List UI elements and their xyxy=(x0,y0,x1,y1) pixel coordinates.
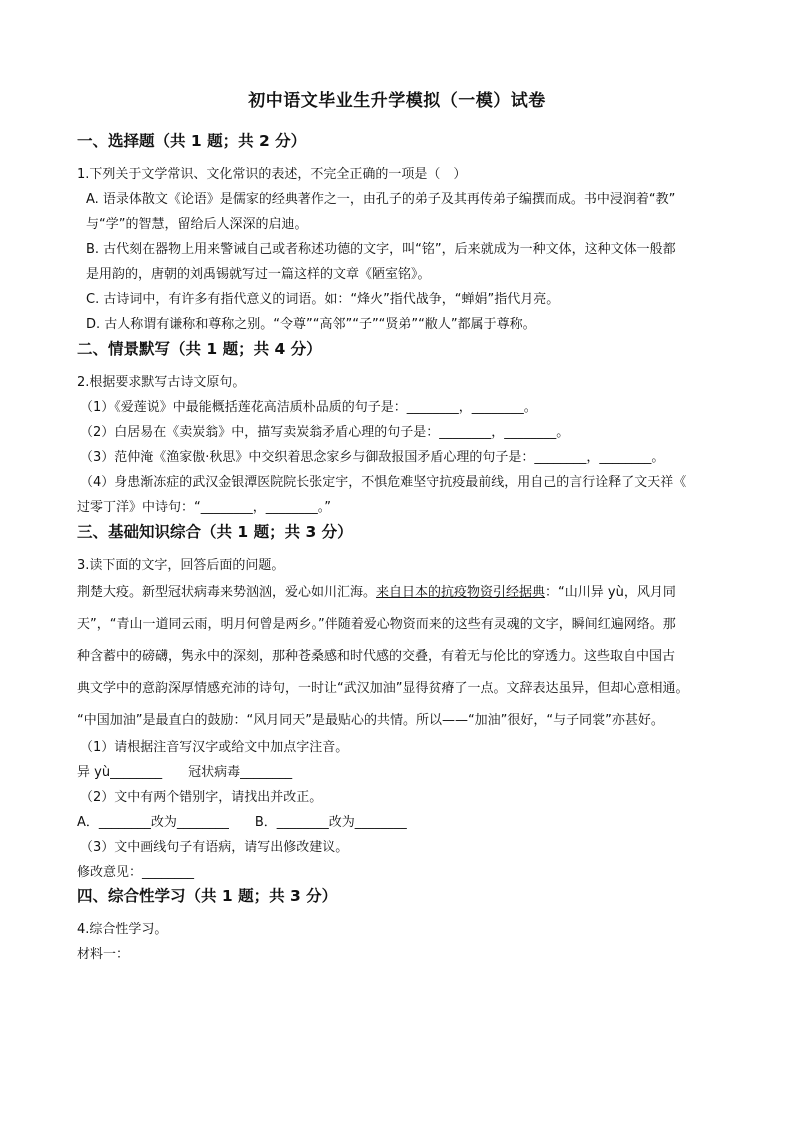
q3-passage-text: ：“山川异 yù，风月同 xyxy=(545,585,676,600)
q2-part-2: （2）白居易在《卖炭翁》中，描写卖炭翁矛盾心理的句子是：________，________。 xyxy=(80,425,570,440)
q3-sub-2-answer: A．________改为________ B．________改为________ xyxy=(77,815,407,830)
section-heading-basics: 三、基础知识综合（共 1 题；共 3 分） xyxy=(77,523,353,541)
q3-passage-text: 荆楚大疫。新型冠状病毒来势汹汹，爱心如川汇海。 xyxy=(77,585,377,600)
q3-sub-1: （1）请根据注音写汉字或给文中加点字注音。 xyxy=(80,740,349,755)
q3-underlined-sentence: 来自日本的抗疫物资引经据典 xyxy=(376,585,546,600)
q2-stem: 2.根据要求默写古诗文原句。 xyxy=(77,375,246,390)
section-heading-comprehensive: 四、综合性学习（共 1 题；共 3 分） xyxy=(77,887,338,905)
q2-part-4-cont: 过零丁洋》中诗句：“________，________。” xyxy=(77,500,331,515)
q1-stem: 1.下列关于文学常识、文化常识的表述，不完全正确的一项是（ ） xyxy=(77,167,467,182)
q1-option-a-cont: 与“学”的智慧，留给后人深深的启迪。 xyxy=(86,217,308,232)
section-heading-recitation: 二、情景默写（共 1 题；共 4 分） xyxy=(77,340,322,358)
q3-stem: 3.读下面的文字，回答后面的问题。 xyxy=(77,558,285,573)
q4-material-1: 材料一： xyxy=(77,947,130,962)
q3-sub-3-answer: 修改意见：________ xyxy=(77,865,195,880)
q1-option-c: C. 古诗词中，有许多有指代意义的词语。如：“烽火”指代战争，“蝉娟”指代月亮。 xyxy=(86,292,560,307)
q2-part-1: （1）《爱莲说》中最能概括莲花高洁质朴品质的句子是：________，________。 xyxy=(80,400,537,415)
q3-sub-2: （2）文中有两个错别字，请找出并改正。 xyxy=(80,790,323,805)
q3-sub-1-answer: 异 yù________ 冠状病毒________ xyxy=(77,765,293,780)
q3-passage-line-3: 种含蓄中的磅礴，隽永中的深刻，那种苍桑感和时代感的交叠，有着无与伦比的穿透力。这些取自中国古 xyxy=(77,649,676,664)
q2-part-3: （3）范仲淹《渔家傲·秋思》中交织着思念家乡与御敌报国矛盾心理的句子是：________，________。 xyxy=(80,450,665,465)
q3-passage-line-2: 天”，“青山一道同云雨，明月何曾是两乡。”伴随着爱心物资而来的这些有灵魂的文字，瞬间红遍网络。那 xyxy=(77,617,676,632)
q3-passage-line-5: “中国加油”是最直白的鼓励：“风月同天”是最贴心的共情。所以——“加油”很好，“与子同裳”亦甚好。 xyxy=(77,713,664,728)
page-title: 初中语文毕业生升学模拟（一模）试卷 xyxy=(248,91,546,111)
q1-option-d: D. 古人称谓有谦称和尊称之别。“令尊”“高邻”“子”“贤弟”“敝人”都属于尊称。 xyxy=(86,317,536,332)
section-heading-choice: 一、选择题（共 1 题；共 2 分） xyxy=(77,132,307,150)
q3-passage-line-1 xyxy=(77,581,676,600)
q3-sub-3: （3）文中画线句子有语病，请写出修改建议。 xyxy=(80,840,349,855)
q3-passage-line-4: 典文学中的意韵深厚情感充沛的诗句，一时让“武汉加油”显得贫瘠了一点。文辞表达虽异，但却心意相通。 xyxy=(77,681,689,696)
q2-part-4: （4）身患渐冻症的武汉金银潭医院院长张定宇，不惧危难坚守抗疫最前线，用自己的言行诠释了文天祥《 xyxy=(80,475,687,490)
q1-option-a: A. 语录体散文《论语》是儒家的经典著作之一，由孔子的弟子及其再传弟子编撰而成。书中浸润着“教” xyxy=(86,192,676,207)
q1-option-b: B. 古代刻在器物上用来警诫自己或者称述功德的文字，叫“铭”，后来就成为一种文体，这种文体一般都 xyxy=(86,242,676,257)
q4-stem: 4.综合性学习。 xyxy=(77,922,168,937)
q1-option-b-cont: 是用韵的，唐朝的刘禹锡就写过一篇这样的文章《陋室铭》。 xyxy=(86,267,431,282)
